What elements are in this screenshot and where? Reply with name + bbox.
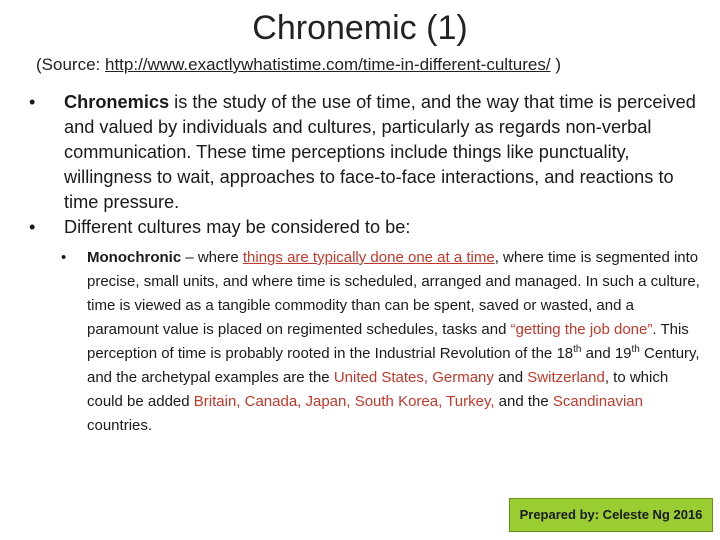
sub-bullet-dot-icon: •: [61, 249, 67, 266]
bullet-cultures: [28, 215, 706, 240]
mono-sup2: th: [631, 344, 640, 355]
mono-part2: . This perception of time is probably rooted in the Industrial Revolution of the 18: [87, 321, 689, 362]
mono-dash: – where: [181, 249, 243, 266]
mono-countries: Britain, Canada, Japan, South Korea, Turkey,: [193, 393, 495, 410]
mono-quote: “getting the job done”: [510, 321, 653, 338]
prepared-by-badge: Prepared by: Celeste Ng 2016: [509, 498, 713, 532]
mono-switzerland: Switzerland: [527, 369, 605, 386]
slide-title: Chronemic (1): [252, 9, 468, 47]
source-line: [36, 54, 561, 76]
sub-bullet-monochronic: [61, 246, 706, 438]
term-chronemics: Chronemics: [64, 92, 170, 112]
bullet1-text: is the study of the use of time, and the way that time is perceived and valued by individuals and cultures, particularly as regards non-verbal communication. These time perceptions include things like punctuality, willingness to wait, approaches to face-to-face interactions, and reactions to time pressure.: [64, 92, 696, 212]
mono-and3: and the: [494, 393, 553, 410]
bullet2-text: Different cultures may be considered to be:: [64, 217, 411, 237]
mono-end: countries.: [87, 417, 153, 434]
mono-part3: Century, and the archetypal examples are the: [87, 345, 700, 386]
mono-and: and 19: [581, 345, 632, 362]
mono-scandinavian: Scandinavian: [552, 393, 643, 410]
slide-content: [28, 90, 706, 438]
source-prefix: (Source:: [36, 55, 105, 74]
bullet-dot-icon: •: [29, 92, 36, 112]
mono-sup1: th: [573, 344, 582, 355]
bullet-dot-icon: •: [29, 217, 36, 237]
source-suffix: ): [550, 55, 561, 74]
term-monochronic: Monochronic: [87, 249, 182, 266]
mono-part4: , to which could be added: [87, 369, 669, 410]
source-link[interactable]: http://www.exactlywhatistime.com/time-in-different-cultures/: [104, 55, 551, 74]
bullet-chronemics: [28, 90, 706, 215]
mono-part1: , where time is segmented into precise, small units, and where time is scheduled, arranged and managed. In such a culture, time is viewed as a tangible commodity than can be spent, saved or wasted, and a paramount value is placed on regimented schedules, tasks and: [87, 249, 700, 338]
mono-and2: and: [493, 369, 528, 386]
mono-highlight: things are typically done one at a time: [242, 249, 495, 266]
mono-us-germany: United States, Germany: [333, 369, 494, 386]
